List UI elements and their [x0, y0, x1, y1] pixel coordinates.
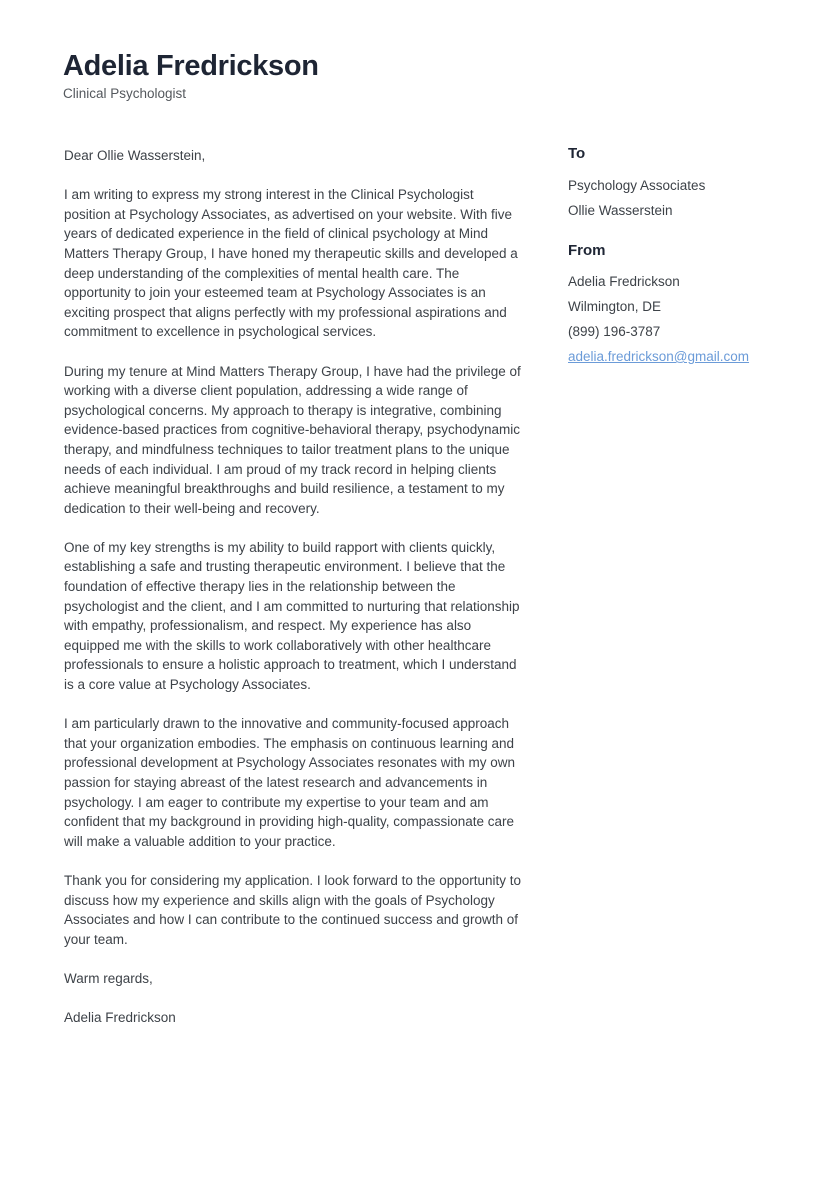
sender-phone: (899) 196-3787 — [568, 324, 661, 339]
from-section — [568, 241, 813, 370]
sender-name: Adelia Fredrickson — [568, 274, 680, 289]
from-heading: From — [568, 241, 606, 259]
recipient-company: Psychology Associates — [568, 177, 706, 193]
sender-email-link[interactable]: adelia.fredrickson@gmail.com — [568, 349, 750, 364]
closing: Warm regards, — [64, 970, 153, 986]
to-heading: To — [568, 145, 586, 162]
salutation: Dear Ollie Wasserstein, — [64, 148, 206, 163]
letter-paragraph: During my tenure at Mind Matters Therapy Group, I have had the privilege of working with a diverse client population, addressing a wide range of psychological concerns. My approach to therapy is integrative, combining evidence-based practices from cognitive-behavioral therapy, psychodynamic therapy, and mindfulness techniques to tailor treatment plans to the unique needs of each individual. I am proud of my track record in helping clients achieve meaningful breakthroughs and build resilience, a testament to my dedication to their well-being and recovery. — [64, 363, 521, 516]
letter-paragraph: I am particularly drawn to the innovative and community-focused approach that your organization embodies. The emphasis on continuous learning and professional development at Psychology Associates resonates with my own passion for staying abreast of the latest research and advancements in psychology. I am eager to contribute my expertise to your team and am confident that my background in providing high-quality, compassionate care will make a valuable addition to your practice. — [64, 716, 515, 849]
recipient-name: Ollie Wasserstein — [568, 202, 673, 218]
letter-paragraph: Thank you for considering my application. I look forward to the opportunity to discuss how my experience and skills align with the goals of Psychology Associates and how I can contribute to the continued success and growth of your team. — [64, 872, 521, 947]
letter-paragraph: I am writing to express my strong interest in the Clinical Psychologist position at Psychology Associates, as advertised on your website. With five years of dedicated experience in the field of clinical psychology at Mind Matters Therapy Group, I have honed my therapeutic skills and developed a deep understanding of the complexities of mental health care. The opportunity to join your esteemed team at Psychology Associates is an exciting prospect that aligns perfectly with my professional aspirations and commitment to excellence in psychological services. — [64, 187, 518, 340]
letter-paragraph: One of my key strengths is my ability to build rapport with clients quickly, establishing a safe and trusting therapeutic environment. I believe that the foundation of effective therapy lies in the relationship between the psychologist and the client, and I am committed to nurturing that relationship with empathy, professionalism, and respect. My experience has also equipped me with the skills to work collaboratively with other healthcare professionals to ensure a holistic approach to treatment, which I understand is a core value at Psychology Associates. — [64, 539, 520, 693]
sender-location: Wilmington, DE — [568, 299, 662, 314]
contact-sidebar — [568, 144, 813, 387]
to-section — [568, 144, 813, 223]
applicant-job-title: Clinical Psychologist — [63, 86, 187, 102]
signature: Adelia Fredrickson — [64, 1010, 176, 1026]
letter-body — [64, 146, 521, 1028]
applicant-name-heading: Adelia Fredrickson — [63, 50, 319, 82]
document-header — [63, 50, 319, 103]
